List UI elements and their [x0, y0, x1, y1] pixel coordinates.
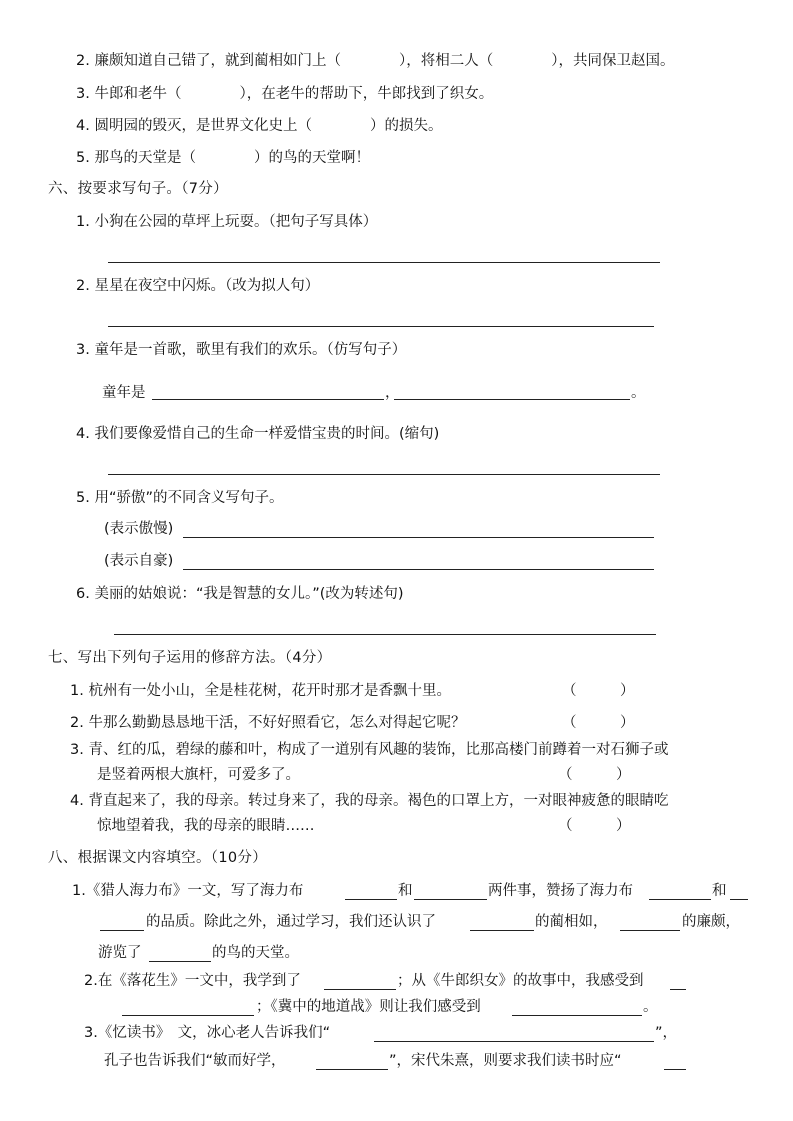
part7-q3b: 是竖着两根大旗杆，可爱多了。	[97, 767, 300, 783]
answer-line[interactable]	[100, 930, 144, 931]
answer-line[interactable]	[108, 262, 660, 263]
part6-q3-end: 。	[631, 385, 646, 401]
part7-q1: 1. 杭州有一处小山，全是桂花树，花开时那才是香飘十里。	[70, 683, 451, 699]
part8-q3-text: 孔子也告诉我们“敏而好学，	[104, 1053, 286, 1069]
part6-q5-a: (表示傲慢)	[104, 521, 174, 537]
part8-q3-text: ”，	[655, 1025, 678, 1041]
part8-q2-text: 2.在《落花生》一文中，我学到了	[84, 973, 301, 989]
answer-line[interactable]	[730, 899, 748, 900]
part7-q2: 2. 牛那么勤勤恳恳地干活，不好好照看它，怎么对得起它呢？	[70, 715, 466, 731]
part7-q3a: 3. 青、红的瓜，碧绿的藤和叶，构成了一道别有风趣的装饰，比那高楼门前蹲着一对石狮子或	[70, 742, 669, 758]
part6-q3-comma: ，	[385, 385, 400, 401]
answer-line[interactable]	[149, 961, 211, 962]
section-8-heading: 八、根据课文内容填空。（10分）	[48, 850, 267, 866]
part8-q1-text: 的品质。除此之外，通过学习，我们还认识了	[146, 914, 436, 930]
part6-q2: 2. 星星在夜空中闪烁。（改为拟人句）	[76, 278, 320, 294]
part8-q1-text: 的廉颇，	[682, 914, 740, 930]
answer-line[interactable]	[620, 930, 680, 931]
answer-line[interactable]	[394, 399, 630, 400]
part5-q5: 5. 那鸟的天堂是（ ）的鸟的天堂啊！	[76, 150, 370, 166]
answer-line[interactable]	[345, 899, 397, 900]
answer-paren[interactable]: （ ）	[558, 767, 631, 783]
part8-q3-text: ”，宋代朱熹，则要求我们读书时应“	[389, 1053, 622, 1069]
part5-q4: 4. 圆明园的毁灭，是世界文化史上（ ）的损失。	[76, 118, 443, 134]
answer-line[interactable]	[122, 1015, 254, 1016]
part6-q3-prefix: 童年是	[102, 385, 146, 401]
part8-q1-text: 的鸟的天堂。	[212, 945, 299, 961]
part8-q2-text: ；从《牛郎织女》的故事中，我感受到	[397, 973, 644, 989]
answer-line[interactable]	[470, 930, 534, 931]
answer-line[interactable]	[114, 634, 656, 635]
answer-line[interactable]	[664, 1069, 686, 1070]
part8-q1-text: 和	[398, 883, 413, 899]
part8-q1-text: 两件事，赞扬了海力布	[488, 883, 633, 899]
answer-line[interactable]	[108, 326, 654, 327]
part6-q4: 4. 我们要像爱惜自己的生命一样爱惜宝贵的时间。(缩句)	[76, 426, 440, 442]
part5-q2: 2. 廉颇知道自己错了，就到蔺相如门上（ ），将相二人（ ），共同保卫赵国。	[76, 53, 675, 69]
answer-line[interactable]	[316, 1069, 388, 1070]
part8-q2-text: 。	[643, 999, 658, 1015]
answer-line[interactable]	[152, 399, 384, 400]
answer-paren[interactable]: （ ）	[562, 715, 635, 731]
answer-line[interactable]	[108, 474, 660, 475]
part8-q1-text: 游览了	[98, 945, 142, 961]
answer-line[interactable]	[414, 899, 487, 900]
part7-q4b: 惊地望着我，我的母亲的眼睛……	[97, 818, 315, 834]
part5-q3: 3. 牛郎和老牛（ ），在老牛的帮助下，牛郎找到了织女。	[76, 86, 494, 102]
part6-q6: 6. 美丽的姑娘说：“我是智慧的女儿。”(改为转述句)	[76, 586, 404, 602]
part8-q1-text: 1.《猎人海力布》一文，写了海力布	[72, 883, 304, 899]
answer-line[interactable]	[374, 1041, 654, 1042]
answer-line[interactable]	[670, 989, 686, 990]
part8-q3-text: 3.《忆读书》 文，冰心老人告诉我们“	[84, 1025, 331, 1041]
answer-line[interactable]	[183, 569, 654, 570]
answer-line[interactable]	[324, 989, 396, 990]
part8-q1-text: 的蔺相如，	[535, 914, 608, 930]
part6-q5-b: (表示自豪)	[104, 553, 174, 569]
answer-paren[interactable]: （ ）	[558, 818, 631, 834]
part6-q5: 5. 用“骄傲”的不同含义写句子。	[76, 490, 284, 506]
answer-line[interactable]	[183, 537, 654, 538]
part8-q1-text: 和	[712, 883, 727, 899]
answer-paren[interactable]: （ ）	[562, 683, 635, 699]
section-6-heading: 六、按要求写句子。（7分）	[48, 181, 228, 197]
answer-line[interactable]	[649, 899, 711, 900]
answer-line[interactable]	[512, 1015, 642, 1016]
part8-q2-text: ；《冀中的地道战》则让我们感受到	[256, 999, 481, 1015]
part6-q3: 3. 童年是一首歌，歌里有我们的欢乐。（仿写句子）	[76, 342, 407, 358]
part6-q1: 1. 小狗在公园的草坪上玩耍。（把句子写具体）	[76, 214, 378, 230]
part7-q4a: 4. 背直起来了，我的母亲。转过身来了，我的母亲。褐色的口罩上方，一对眼神疲惫的眼睛吃	[70, 793, 669, 809]
section-7-heading: 七、写出下列句子运用的修辞方法。（4分）	[48, 650, 332, 666]
